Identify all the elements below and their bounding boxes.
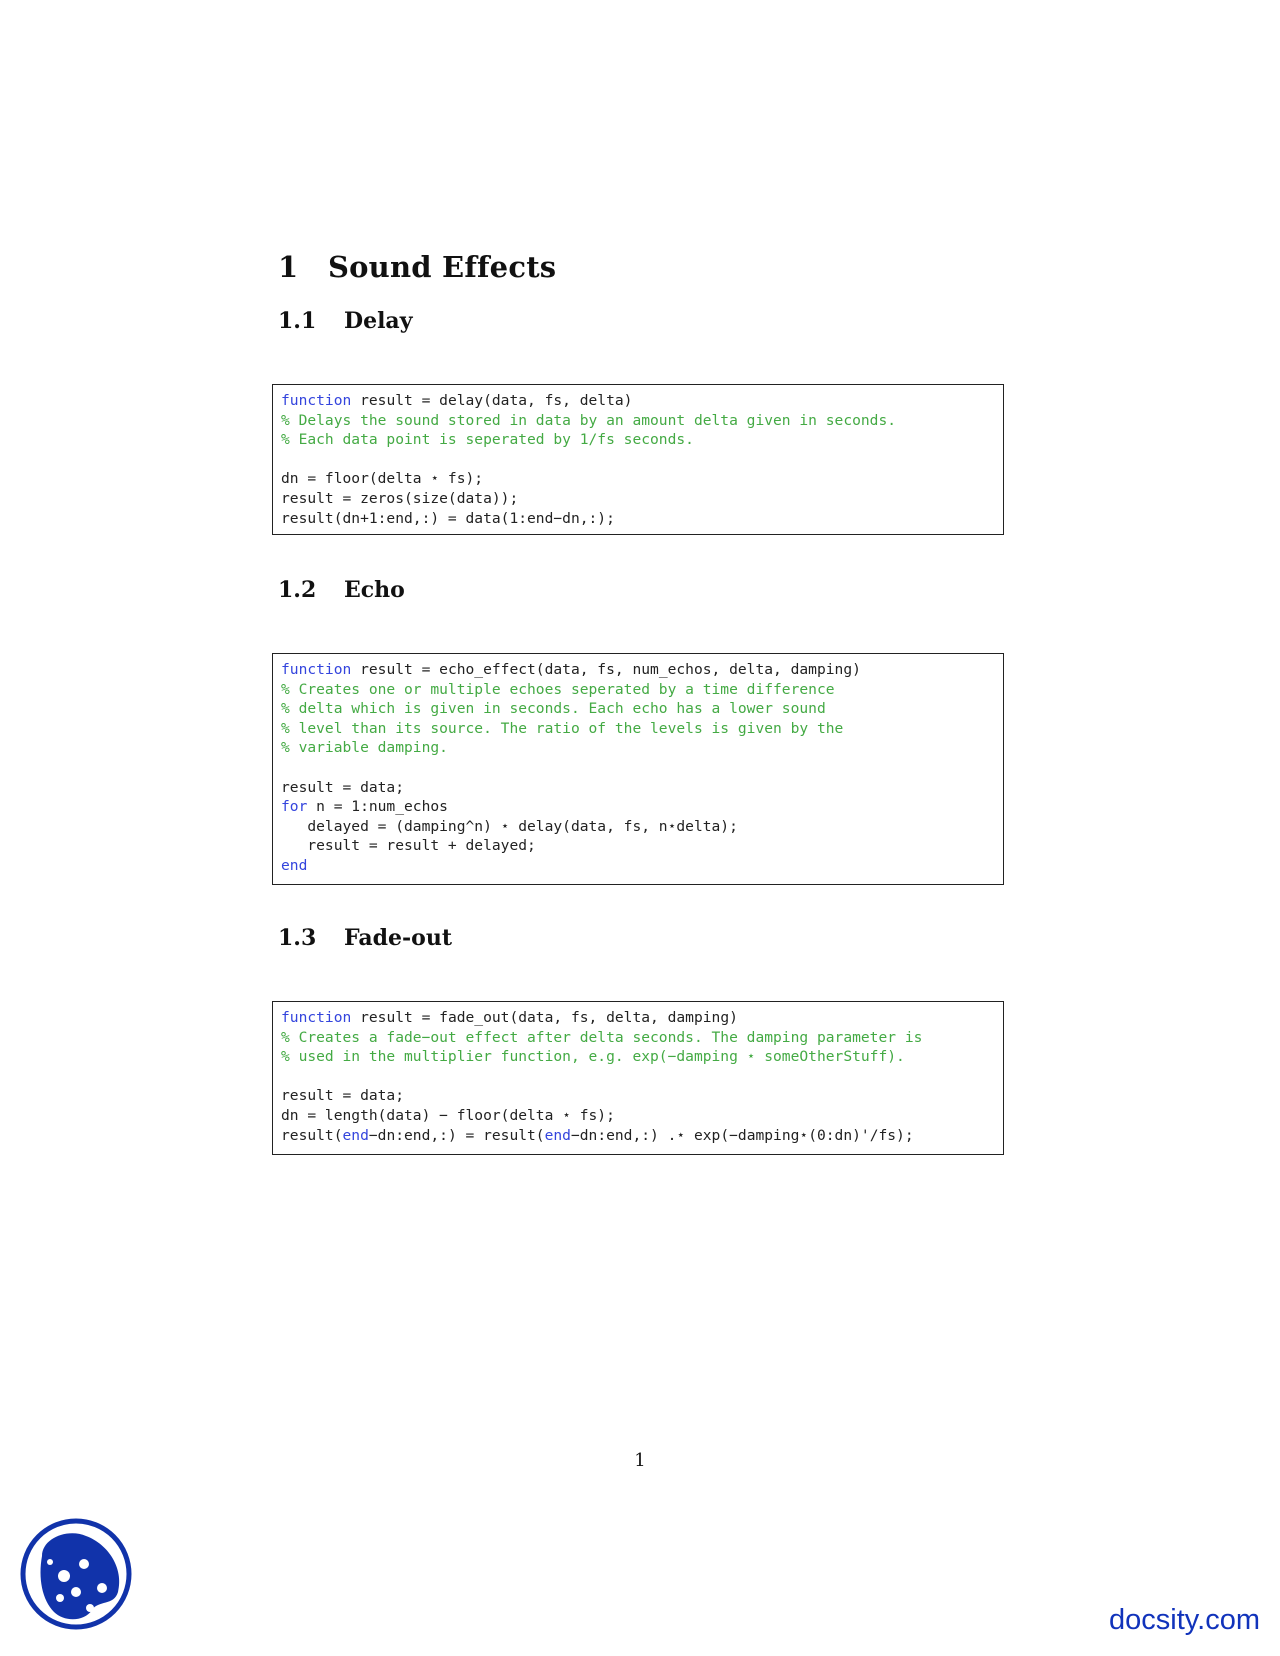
code-line	[281, 778, 1003, 798]
code-line	[281, 719, 1003, 739]
code-keyword: end	[281, 856, 308, 874]
section-title	[278, 250, 556, 284]
code-line	[281, 836, 1003, 856]
code-listing-delay	[272, 384, 1004, 535]
code-line	[281, 1126, 1003, 1146]
subsection-title-text: Echo	[344, 577, 405, 603]
code-line	[281, 1047, 1003, 1067]
code-line	[281, 489, 1003, 509]
code-comment: % delta which is given in seconds. Each echo has a lower sound	[281, 700, 826, 718]
code-keyword: for	[281, 798, 308, 816]
code-line	[281, 856, 1003, 876]
code-listing-fade-out	[272, 1001, 1004, 1155]
code-text: result = result + delayed;	[281, 837, 536, 855]
code-keyword: end	[342, 1126, 369, 1144]
code-line	[281, 699, 1003, 719]
section-number: 1	[278, 250, 299, 284]
code-line	[281, 1028, 1003, 1048]
code-text: result = delay(data, fs, delta)	[351, 392, 633, 409]
code-line	[281, 817, 1003, 837]
code-text: n = 1:num_echos	[307, 798, 448, 816]
subsection-title-delay	[278, 308, 412, 334]
code-comment: % level than its source. The ratio of the levels is given by the	[281, 719, 844, 737]
code-text: result(dn+1:end,:) = data(1:end−dn,:);	[281, 509, 615, 527]
code-keyword: function	[281, 661, 352, 678]
code-comment: % variable damping.	[281, 739, 448, 757]
section-title-text: Sound Effects	[328, 250, 557, 284]
code-line	[281, 680, 1003, 700]
code-comment: % Creates one or multiple echoes seperated by a time difference	[281, 680, 835, 698]
code-line	[281, 391, 1003, 411]
code-line	[281, 430, 1003, 450]
subsection-number: 1.2	[278, 577, 317, 603]
code-text: result(	[281, 1126, 343, 1144]
code-comment: % Each data point is seperated by 1/fs seconds.	[281, 431, 694, 449]
code-comment: % used in the multiplier function, e.g. exp(−damping ⋆ someOtherStuff).	[281, 1048, 905, 1066]
code-line	[281, 1008, 1003, 1028]
code-text: result = data;	[281, 1087, 405, 1105]
subsection-title-text: Fade-out	[344, 925, 453, 951]
code-keyword: function	[281, 392, 352, 409]
code-line	[281, 758, 1003, 778]
code-text: result = data;	[281, 778, 405, 796]
code-line	[281, 450, 1003, 470]
subsection-number: 1.1	[278, 308, 317, 334]
code-line	[281, 1067, 1003, 1087]
code-line	[281, 738, 1003, 758]
code-keyword: end	[544, 1126, 571, 1144]
code-line	[281, 509, 1003, 529]
code-line	[281, 469, 1003, 489]
code-line	[281, 797, 1003, 817]
code-text: result = fade_out(data, fs, delta, damping)	[351, 1009, 738, 1026]
code-text: delayed = (damping^n) ⋆ delay(data, fs, n⋆delta);	[281, 817, 738, 835]
docsity-logo-icon[interactable]	[20, 1518, 132, 1630]
code-text: dn = length(data) − floor(delta ⋆ fs);	[281, 1106, 615, 1124]
code-comment: % Creates a fade−out effect after delta seconds. The damping parameter is	[281, 1028, 923, 1046]
code-listing-echo	[272, 653, 1004, 885]
code-line	[281, 411, 1003, 431]
code-text: result = zeros(size(data));	[281, 489, 519, 507]
code-text: dn = floor(delta ⋆ fs);	[281, 470, 484, 488]
page-number: 1	[634, 1450, 646, 1471]
code-text: −dn:end,:) = result(	[368, 1126, 545, 1144]
subsection-title-text: Delay	[344, 308, 413, 334]
docsity-brand-link[interactable]: docsity.com	[1109, 1604, 1260, 1636]
code-text: −dn:end,:) .⋆ exp(−damping⋆(0:dn)'/fs);	[570, 1126, 914, 1144]
code-text: result = echo_effect(data, fs, num_echos, delta, damping)	[351, 661, 861, 678]
subsection-title-echo	[278, 577, 405, 603]
subsection-title-fade-out	[278, 925, 452, 951]
code-line	[281, 660, 1003, 680]
code-line	[281, 1086, 1003, 1106]
code-line	[281, 1106, 1003, 1126]
subsection-number: 1.3	[278, 925, 317, 951]
code-comment: % Delays the sound stored in data by an amount delta given in seconds.	[281, 411, 897, 429]
code-keyword: function	[281, 1009, 352, 1026]
